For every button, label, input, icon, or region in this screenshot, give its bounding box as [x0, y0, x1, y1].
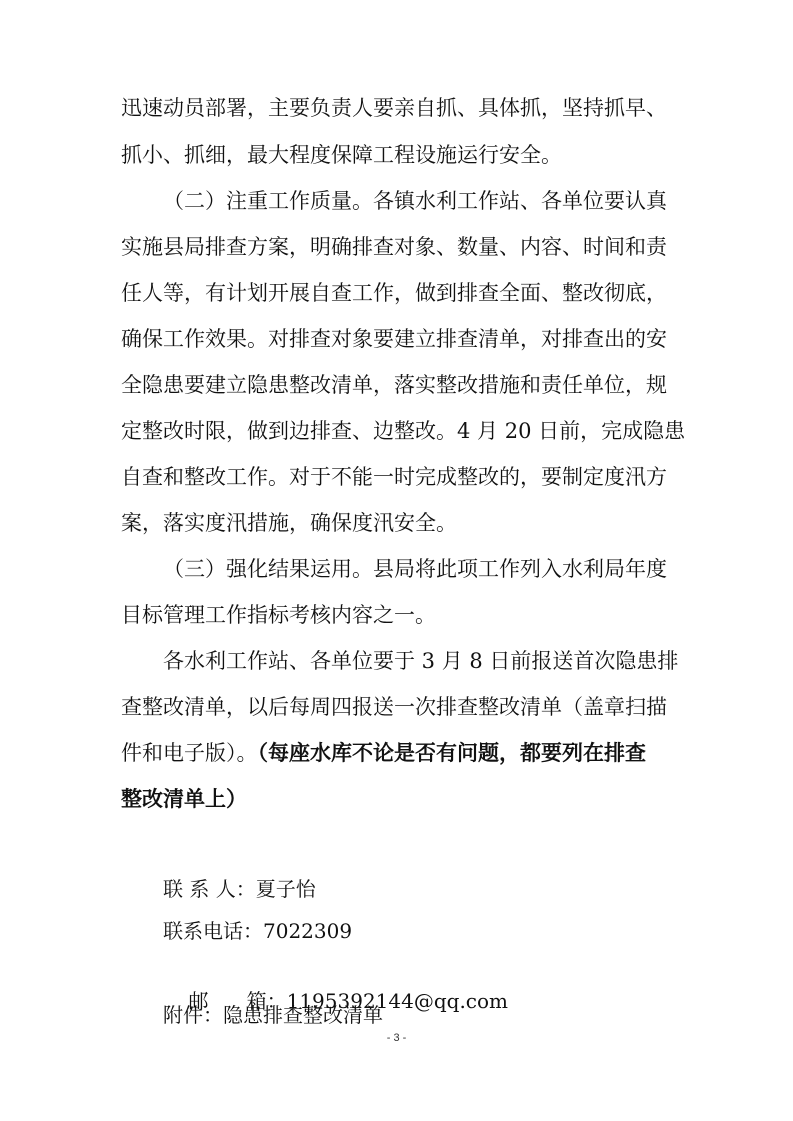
- paragraph-text: 件和电子版）。: [121, 741, 258, 765]
- contact-phone-label: 联系电话：: [163, 919, 263, 943]
- paragraph-line: 查整改清单，以后每周四报送一次排查整改清单（盖章扫描: [121, 695, 667, 719]
- emphasis-line: 整改清单上）: [121, 786, 247, 811]
- paragraph-line: 全隐患要建立隐患整改清单，落实整改措施和责任单位，规: [121, 373, 667, 397]
- contact-person-label: 联 系 人：: [163, 877, 256, 901]
- paragraph-line: （三）强化结果运用。县局将此项工作列入水利局年度: [163, 557, 667, 581]
- attachment-label: 附件：: [163, 1003, 223, 1027]
- paragraph-line: 案，落实度汛措施，确保度汛安全。: [121, 511, 457, 535]
- paragraph-line: （二）注重工作质量。各镇水利工作站、各单位要认真: [163, 189, 667, 213]
- paragraph-line: 实施县局排查方案，明确排查对象、数量、内容、时间和责: [121, 235, 667, 259]
- contact-person: [163, 875, 316, 903]
- paragraph-line: 抓小、抓细，最大程度保障工程设施运行安全。: [121, 143, 562, 167]
- paragraph-line: [121, 738, 741, 768]
- paragraph-line: 定整改时限，做到边排查、边整改。4 月 20 日前，完成隐患: [121, 419, 686, 443]
- paragraph-line: 确保工作效果。对排查对象要建立排查清单，对排查出的安: [121, 327, 667, 351]
- emphasis-text: （每座水库不论是否有问题，都要列在排查: [257, 740, 646, 765]
- contact-email-label: 邮 箱：: [188, 989, 287, 1013]
- page-number: - 3 -: [386, 1032, 407, 1044]
- attachment-value: 隐患排查整改清单: [223, 1003, 383, 1027]
- paragraph-line: 自查和整改工作。对于不能一时完成整改的，要制定度汛方: [121, 465, 667, 489]
- contact-phone-value: 7022309: [263, 919, 353, 943]
- paragraph-line: 任人等，有计划开展自查工作，做到排查全面、整改彻底，: [121, 281, 667, 305]
- paragraph-line: 目标管理工作指标考核内容之一。: [121, 603, 436, 627]
- attachment: [163, 1001, 383, 1029]
- paragraph-line: 各水利工作站、各单位要于 3 月 8 日前报送首次隐患排: [163, 649, 679, 673]
- contact-phone: [163, 917, 352, 945]
- contact-person-value: 夏子怡: [255, 877, 316, 901]
- contact-email-value: 1195392144@qq.com: [286, 989, 509, 1013]
- paragraph-line: 迅速动员部署，主要负责人要亲自抓、具体抓，坚持抓早、: [121, 96, 667, 120]
